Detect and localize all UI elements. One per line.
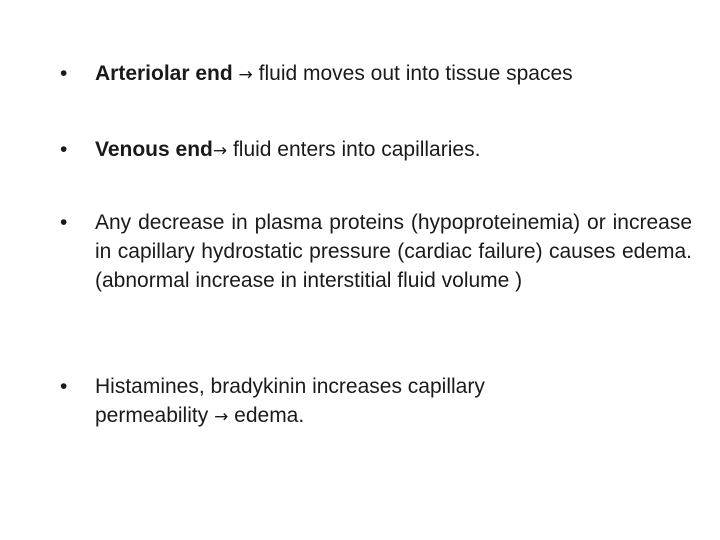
bullet-text <box>95 135 692 166</box>
bullet-text <box>95 59 692 90</box>
bullet-body: fluid enters into capillaries. <box>232 138 481 161</box>
bullet-body-line2: permeability <box>95 404 209 427</box>
right-arrow-icon: → <box>238 65 253 85</box>
right-arrow-icon: → <box>212 141 228 161</box>
bullet-venous-end <box>60 135 692 166</box>
bullet-body: fluid moves out into tissue spaces <box>258 62 573 85</box>
bullet-heading: Arteriolar end <box>95 62 233 85</box>
bullet-histamines <box>60 372 692 432</box>
bullet-dot: • <box>60 375 68 398</box>
bullet-body: Any decrease in plasma proteins (hypoproteinemia) or increase in capillary hydrostatic pressure (cardiac failure) causes edema. (abnormal increase in interstitial fluid volume ) <box>95 211 692 292</box>
bullet-text <box>95 372 692 432</box>
bullet-arteriolar-end <box>60 59 692 90</box>
bullet-dot: • <box>60 62 68 85</box>
bullet-dot: • <box>60 211 68 234</box>
bullet-dot: • <box>60 138 68 161</box>
right-arrow-icon: → <box>214 407 229 427</box>
bullet-body-end: edema. <box>234 404 305 427</box>
bullet-body-line1: Histamines, bradykinin increases capillary <box>95 375 485 398</box>
bullet-plasma-proteins <box>60 208 692 295</box>
bullet-heading: Venous end <box>95 138 213 161</box>
